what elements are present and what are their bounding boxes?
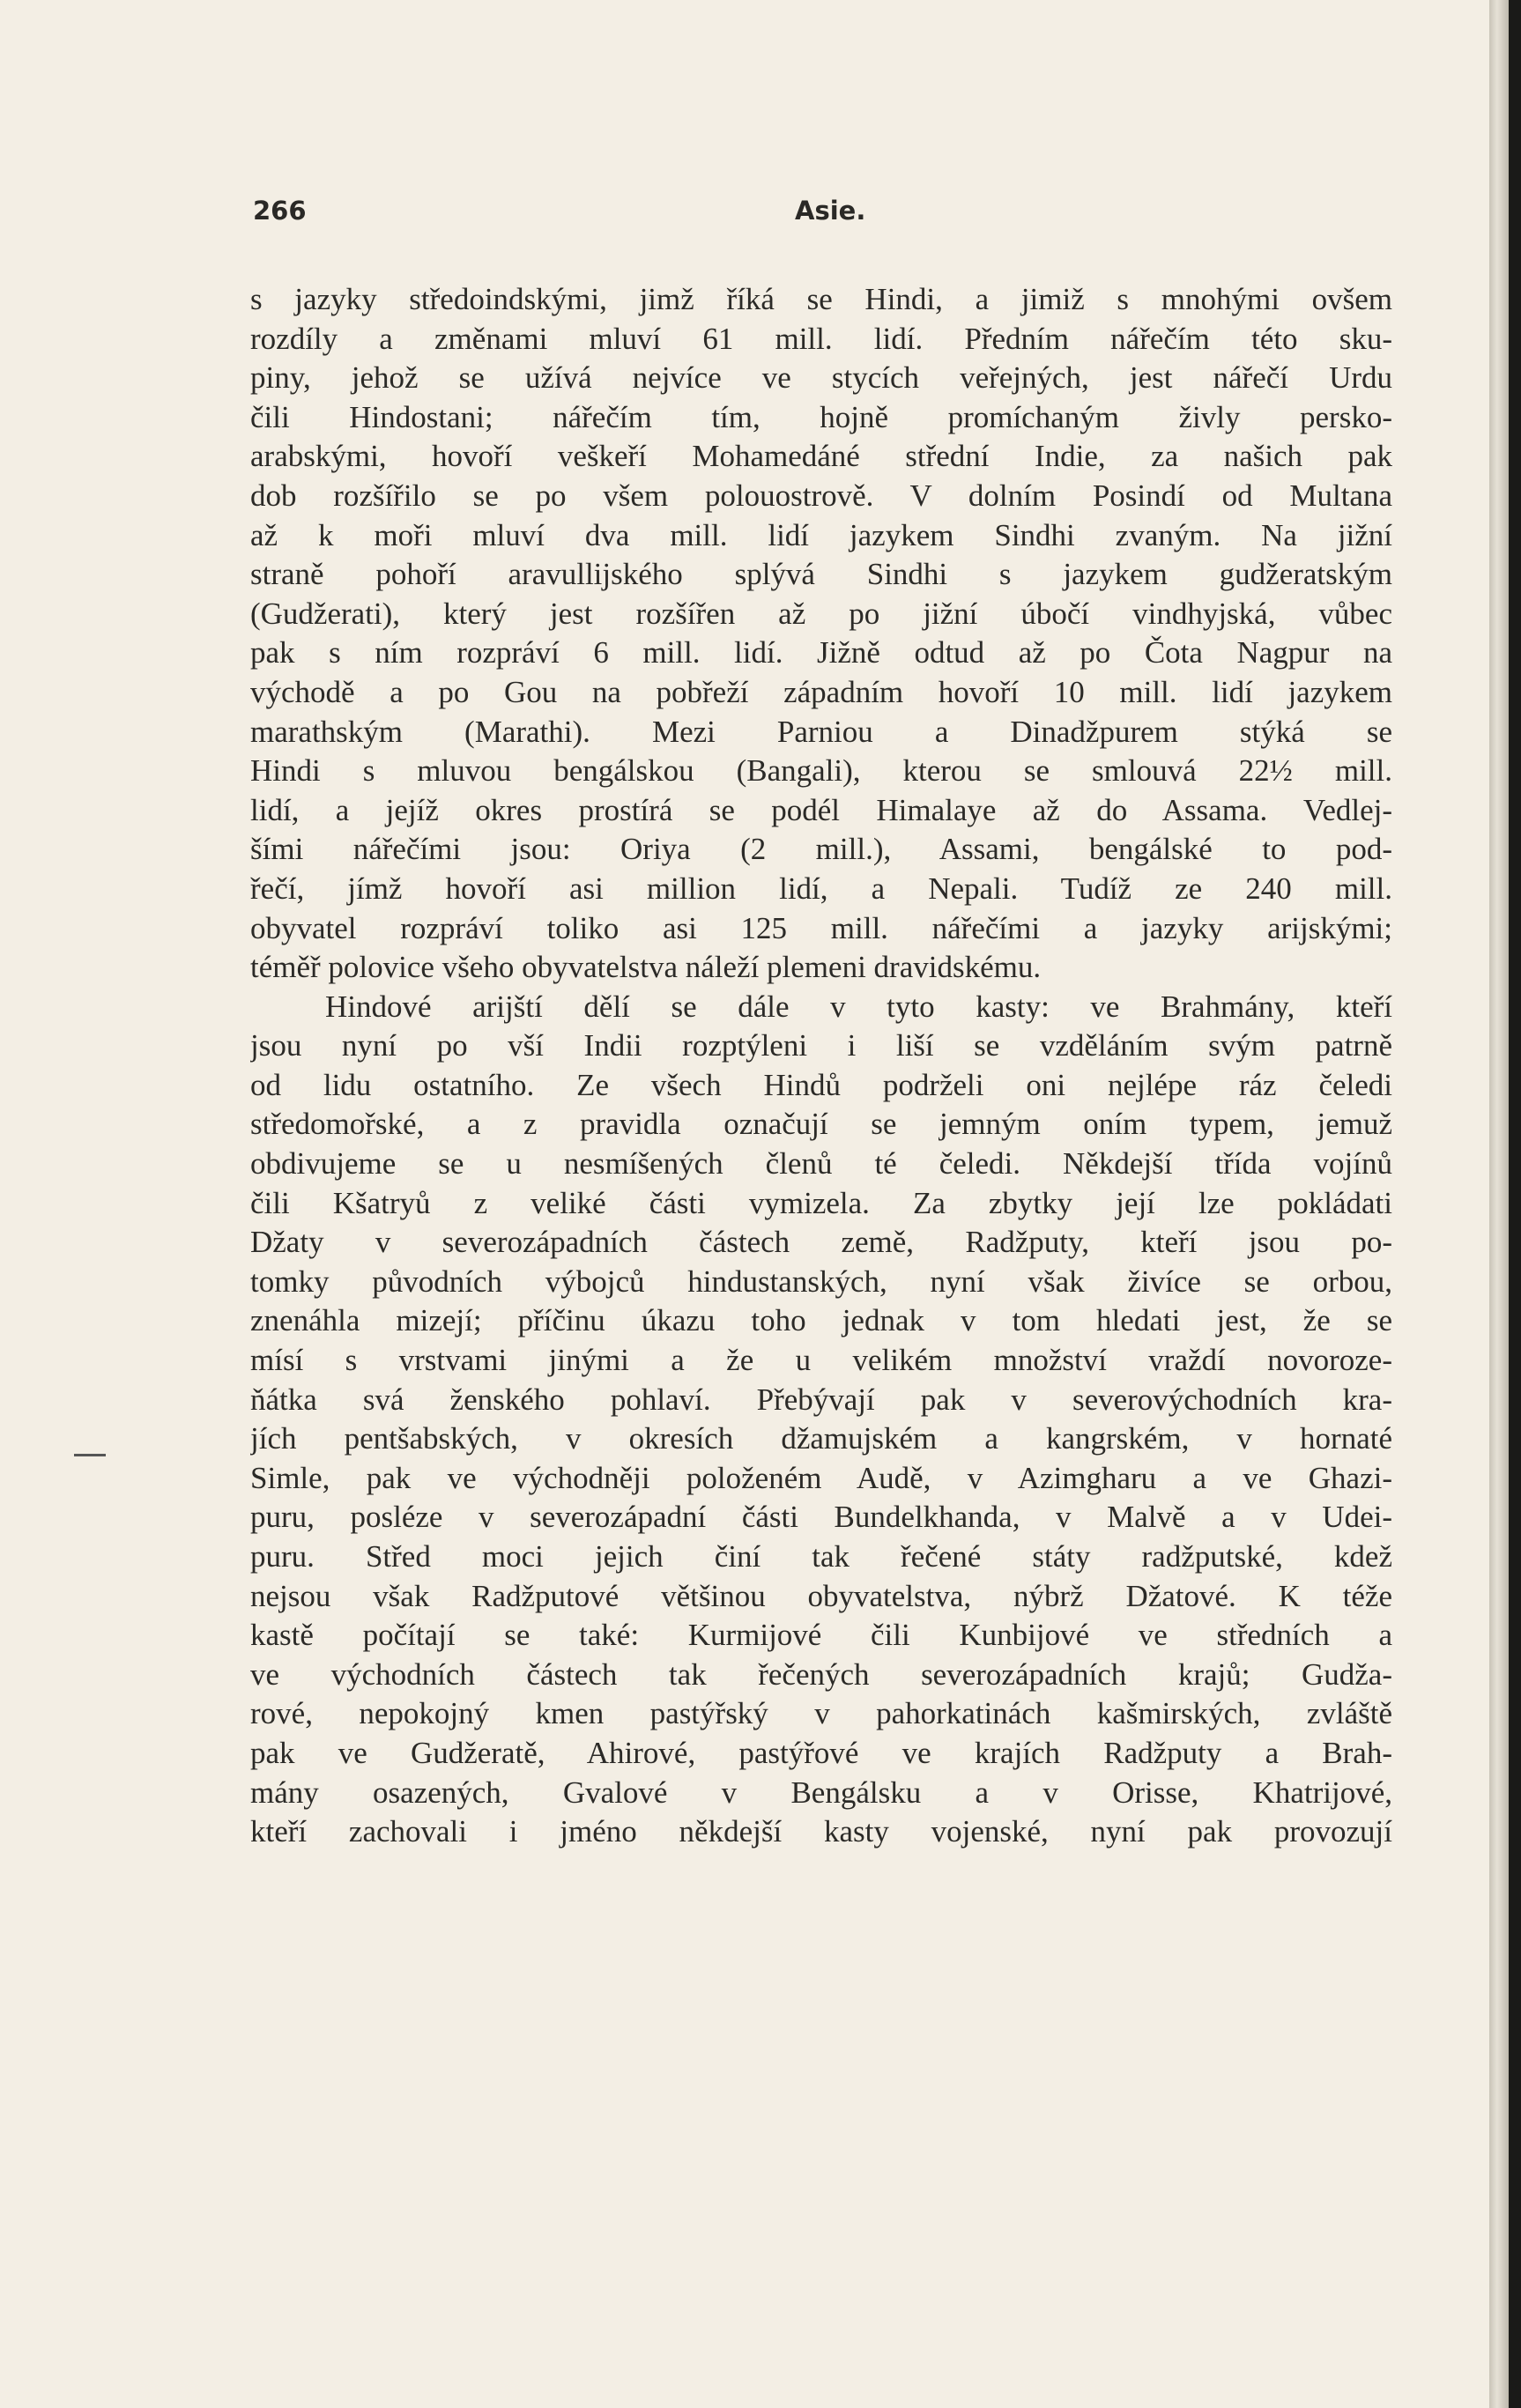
text-line: (Gudžerati), který jest rozšířen až po jižní úbočí vindhyjská, vůbec [250,596,1392,631]
text-line: Džaty v severozápadních částech země, Radžputy, kteří jsou po- [250,1225,1392,1260]
margin-mark [74,1454,106,1456]
page-header [253,196,1390,231]
text-line: pak ve Gudžeratě, Ahirové, pastýřové ve krajích Radžputy a Brah- [250,1735,1392,1770]
text-line: straně pohoří aravullijského splývá Sindhi s jazykem gudžeratským [250,557,1392,592]
body-text [250,280,1392,1852]
text-line: Simle, pak ve východněji položeném Audě, v Azimgharu a ve Ghazi- [250,1460,1392,1495]
page-number: 266 [253,196,307,226]
text-line: pak s ním rozpráví 6 mill. lidí. Jižně odtud až po Čota Nagpur na [250,635,1392,671]
running-title: Asie. [795,196,866,226]
text-line: nejsou však Radžputové většinou obyvatelstva, nýbrž Džatové. K téže [250,1578,1392,1613]
text-line: tomky původních výbojců hindustanských, nyní však živíce se orbou, [250,1263,1392,1299]
text-line: obyvatel rozpráví toliko asi 125 mill. nářečími a jazyky arijskými; [250,910,1392,945]
text-line: arabskými, hovoří veškeří Mohamedáné střední Indie, za našich pak [250,439,1392,474]
text-line: středomořské, a z pravidla označují se jemným oním typem, jemuž [250,1107,1392,1142]
page-edge [1489,0,1509,2408]
text-line: marathským (Marathi). Mezi Parniou a Dinadžpurem stýká se [250,714,1392,749]
text-line: jsou nyní po vší Indii rozptýleni i liší se vzděláním svým patrně [250,1028,1392,1063]
text-line: řečí, jímž hovoří asi million lidí, a Nepali. Tudíž ze 240 mill. [250,871,1392,906]
text-line: piny, jehož se užívá nejvíce ve stycích veřejných, jest nářečí Urdu [250,360,1392,396]
text-line: mísí s vrstvami jinými a že u velikém množství vraždí novoroze- [250,1343,1392,1378]
text-line: jích pentšabských, v okresích džamujském a kangrském, v hornaté [250,1421,1392,1456]
text-line: znenáhla mizejí; příčinu úkazu toho jednak v tom hledati jest, že se [250,1303,1392,1338]
text-line: mány osazených, Gvalové v Bengálsku a v Orisse, Khatrijové, [250,1775,1392,1810]
text-line: rové, nepokojný kmen pastýřský v pahorkatinách kašmirských, zvláště [250,1696,1392,1731]
text-line: lidí, a jejíž okres prostírá se podél Himalaye až do Assama. Vedlej- [250,792,1392,827]
text-line: puru, posléze v severozápadní části Bundelkhanda, v Malvě a v Udei- [250,1500,1392,1535]
text-line: kastě počítají se také: Kurmijové čili Kunbijové ve středních a [250,1618,1392,1653]
text-line: rozdíly a změnami mluví 61 mill. lidí. Předním nářečím této sku- [250,321,1392,356]
text-line: dob rozšířilo se po všem polouostrově. V dolním Posindí od Multana [250,478,1392,513]
text-line: ňátka svá ženského pohlaví. Přebývají pak v severovýchodních kra- [250,1382,1392,1417]
text-line: téměř polovice všeho obyvatelstva náleží plemeni dravidskému. [250,950,1042,985]
text-line: Hindi s mluvou bengálskou (Bangali), kterou se smlouvá 22½ mill. [250,753,1392,789]
text-line: až k moři mluví dva mill. lidí jazykem Sindhi zvaným. Na jižní [250,517,1392,552]
scan-border [1509,0,1521,2408]
text-line: čili Kšatryů z veliké části vymizela. Za zbytky její lze pokládati [250,1185,1392,1220]
text-line: kteří zachovali i jméno někdejší kasty vojenské, nyní pak provozují [250,1814,1392,1849]
text-line: ve východních částech tak řečených severozápadních krajů; Gudža- [250,1656,1392,1692]
text-line: s jazyky středoindskými, jimž říká se Hindi, a jimiž s mnohými ovšem [250,282,1392,316]
text-line: obdivujeme se u nesmíšených členů té čeledi. Někdejší třída vojínů [250,1146,1392,1182]
text-line: čili Hindostani; nářečím tím, hojně promíchaným živly persko- [250,399,1392,434]
text-line: východě a po Gou na pobřeží západním hovoří 10 mill. lidí jazykem [250,674,1392,709]
text-line: šími nářečími jsou: Oriya (2 mill.), Assami, bengálské to pod- [250,832,1392,867]
text-line: puru. Střed moci jejich činí tak řečené státy radžputské, kdež [250,1539,1392,1574]
text-line: Hindové arijští dělí se dále v tyto kasty: ve Brahmány, kteří [325,989,1392,1024]
text-line: od lidu ostatního. Ze všech Hindů podrželi oni nejlépe ráz čeledi [250,1067,1392,1102]
